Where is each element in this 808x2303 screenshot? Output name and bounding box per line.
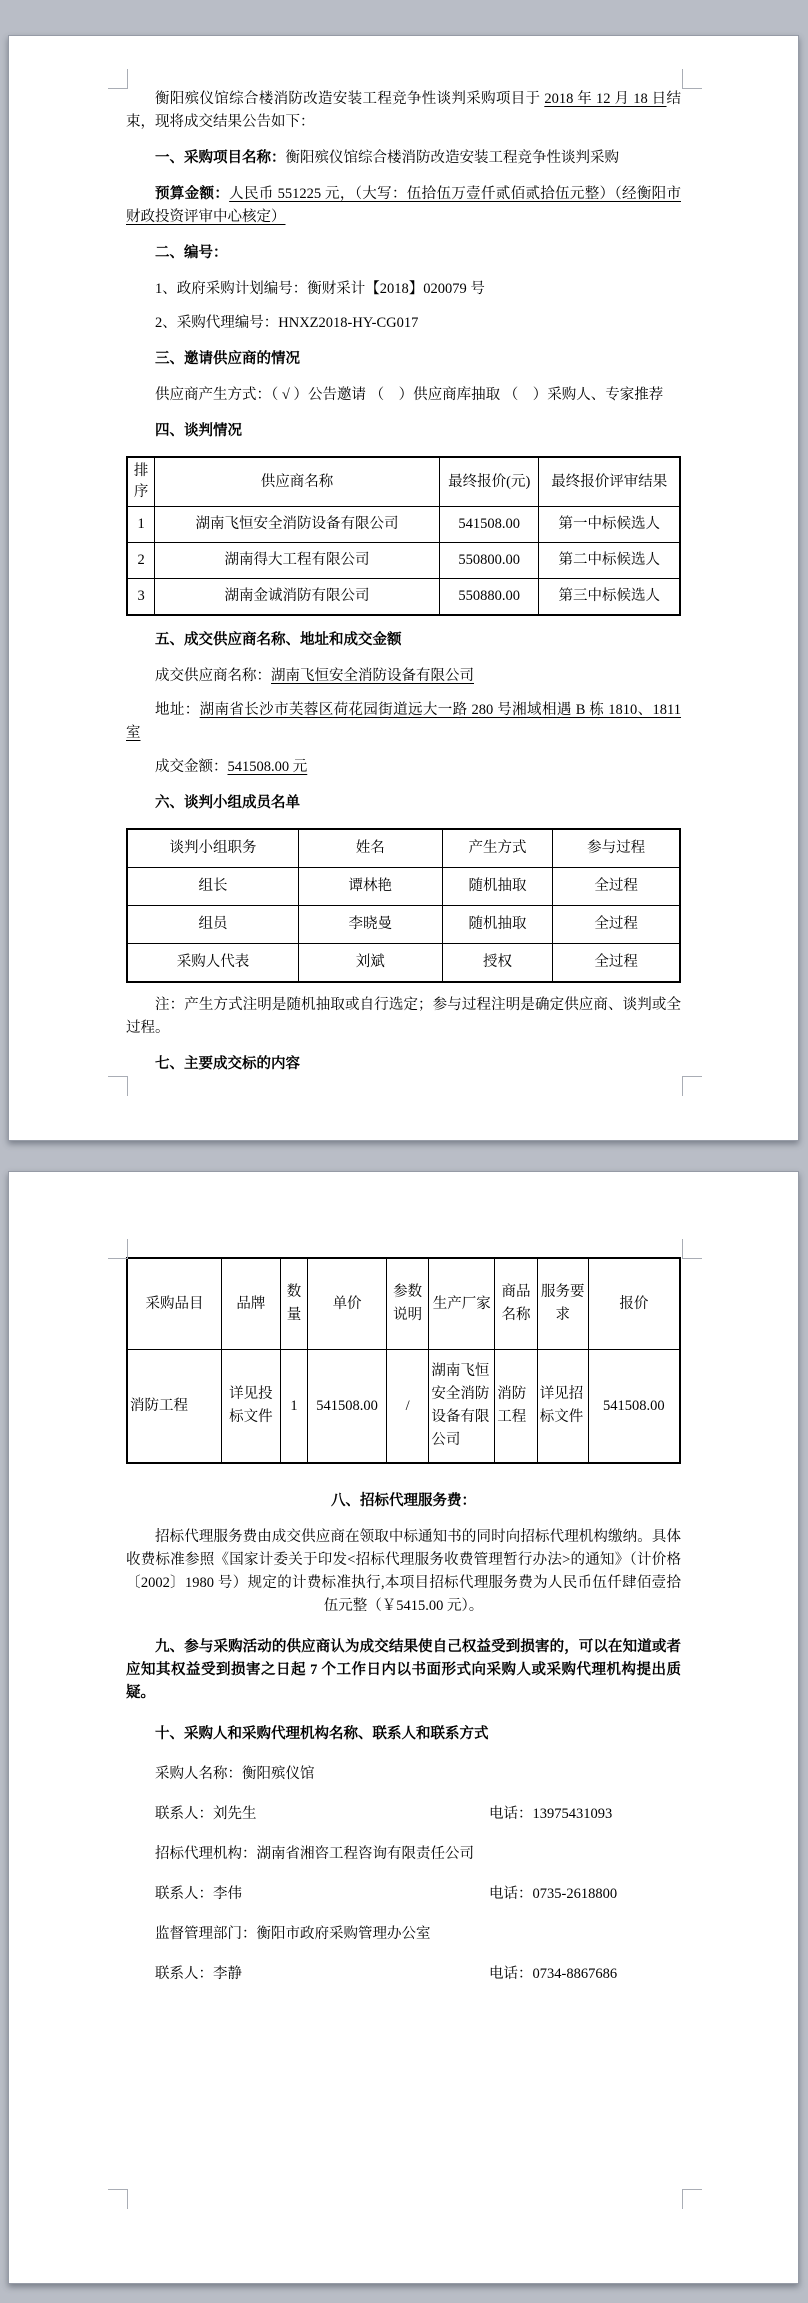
- contact-name: 联系人：李伟: [155, 1886, 242, 1902]
- header-cell: 产生方式: [442, 829, 553, 868]
- cell-price: 541508.00: [439, 507, 539, 543]
- cell-supplier: 湖南得大工程有限公司: [155, 543, 440, 579]
- header-cell: 谈判小组职务: [127, 829, 298, 868]
- intro-date: 2018 年 12 月 18 日: [544, 91, 667, 107]
- cell-quote: 541508.00: [588, 1350, 680, 1464]
- section-7-heading: 七、主要成交标的内容: [155, 1056, 300, 1072]
- table-row: [127, 868, 680, 906]
- header-cell: 采购品目: [127, 1258, 222, 1350]
- header-cell: 品牌: [222, 1258, 281, 1350]
- cell-name: 谭林艳: [298, 868, 442, 906]
- budget-label: 预算金额：: [155, 186, 230, 202]
- table-header-row: [127, 829, 680, 868]
- cell-supplier: 湖南金诚消防有限公司: [155, 579, 440, 616]
- table-row: [127, 1350, 680, 1464]
- agency-line: 招标代理机构：湖南省湘咨工程咨询有限责任公司: [155, 1846, 474, 1862]
- agency-number-line: 2、采购代理编号：HNXZ2018-HY-CG017: [155, 315, 419, 331]
- budget-value: 人民币 551225 元，（大写：伍拾伍万壹仟贰佰贰拾伍元整）（经衡阳市财政投资评审中心核定）: [126, 186, 681, 225]
- cell-result: 第三中标候选人: [539, 579, 680, 616]
- section-1-line: [126, 147, 681, 170]
- header-cell: 单价: [308, 1258, 387, 1350]
- header-cell: 参与过程: [553, 829, 680, 868]
- plan-number-line: 1、政府采购计划编号：衡财采计【2018】020079 号: [155, 281, 485, 297]
- section-8-heading: 八、招标代理服务费：: [331, 1493, 476, 1509]
- table-row: [127, 906, 680, 944]
- winner-address-value: 湖南省长沙市芙蓉区荷花园街道远大一路 280 号湘域相遇 B 栋 1810、1811 室: [126, 702, 682, 741]
- cell-manufacturer: 湖南飞恒安全消防设备有限公司: [429, 1350, 495, 1464]
- cell-role: 采购人代表: [127, 944, 298, 983]
- deal-amount-label: 成交金额：: [155, 759, 228, 775]
- header-cell: 服务要求: [537, 1258, 588, 1350]
- cell-price: 550880.00: [439, 579, 539, 616]
- margin-mark-top-left: [108, 1239, 128, 1259]
- agency-contact-line: [126, 1883, 681, 1906]
- section-1-label: 一、采购项目名称：: [155, 150, 286, 166]
- cell-method: 随机抽取: [442, 906, 553, 944]
- winner-name-label: 成交供应商名称：: [155, 668, 271, 684]
- header-cell: 生产厂家: [429, 1258, 495, 1350]
- contact-name: 联系人：刘先生: [155, 1806, 257, 1822]
- section-5-heading: 五、成交供应商名称、地址和成交金额: [155, 632, 402, 648]
- cell-process: 全过程: [553, 906, 680, 944]
- section-2-heading: 二、编号：: [155, 245, 228, 261]
- margin-mark-bottom-right: [682, 1076, 702, 1096]
- section-1-value: 衡阳殡仪馆综合楼消防改造安装工程竞争性谈判采购: [285, 150, 619, 166]
- document-page-1: [8, 35, 799, 1141]
- cell-brand: 详见投标文件: [222, 1350, 281, 1464]
- margin-mark-top-right: [682, 69, 702, 89]
- table-row: [127, 579, 680, 616]
- section-9-paragraph: 九、参与采购活动的供应商认为成交结果使自己权益受到损害的，可以在知道或者应知其权益受到损害之日起 7 个工作日内以书面形式向采购人或采购代理机构提出质疑。: [126, 1639, 681, 1701]
- table-row: [127, 507, 680, 543]
- section-6-heading: 六、谈判小组成员名单: [155, 795, 300, 811]
- margin-mark-bottom-right: [682, 2189, 702, 2209]
- winner-address-label: 地址：: [155, 702, 200, 718]
- cell-role: 组长: [127, 868, 298, 906]
- margin-mark-bottom-left: [108, 2189, 128, 2209]
- cell-process: 全过程: [553, 868, 680, 906]
- contact-name: 联系人：李静: [155, 1966, 242, 1982]
- document-page-2: [8, 1171, 799, 2284]
- header-cell: 最终报价(元): [439, 457, 539, 507]
- panel-note: 注：产生方式注明是随机抽取或自行选定；参与过程注明是确定供应商、谈判或全过程。: [126, 997, 681, 1036]
- intro-post: 结束，现将成交结果公告如下：: [126, 91, 682, 130]
- intro-paragraph: [126, 88, 681, 134]
- supplier-source-line: 供应商产生方式：（ √ ）公告邀请 （ ）供应商库抽取 （ ）采购人、专家推荐: [155, 387, 664, 403]
- cell-item: 消防工程: [127, 1350, 222, 1464]
- header-cell: 参数说明: [386, 1258, 429, 1350]
- table-row: [127, 944, 680, 983]
- cell-parameters: /: [386, 1350, 429, 1464]
- negotiation-table: [126, 456, 681, 616]
- items-table: [126, 1257, 681, 1464]
- header-cell: 商品名称: [495, 1258, 538, 1350]
- section-4-heading: 四、谈判情况: [155, 423, 242, 439]
- cell-rank: 3: [127, 579, 155, 616]
- table-row: [127, 543, 680, 579]
- margin-mark-top-right: [682, 1239, 702, 1259]
- header-cell: 报价: [588, 1258, 680, 1350]
- margin-mark-bottom-left: [108, 1076, 128, 1096]
- cell-result: 第一中标候选人: [539, 507, 680, 543]
- deal-amount-line: [126, 756, 681, 779]
- purchaser-line: 采购人名称：衡阳殡仪馆: [155, 1766, 315, 1782]
- intro-pre: 衡阳殡仪馆综合楼消防改造安装工程竞争性谈判采购项目于: [155, 91, 545, 107]
- cell-rank: 1: [127, 507, 155, 543]
- cell-role: 组员: [127, 906, 298, 944]
- cell-result: 第二中标候选人: [539, 543, 680, 579]
- cell-product-name: 消防工程: [495, 1350, 538, 1464]
- agency-fee-paragraph: 招标代理服务费由成交供应商在领取中标通知书的同时向招标代理机构缴纳。具体收费标准参照《国家计委关于印发<招标代理服务收费管理暂行办法>的通知》（计价格〔2002〕1980 号）规定的计费标准执行,本项目招标代理服务费为人民币伍仟肆佰壹拾伍元整（￥5415.00 元）。: [126, 1529, 681, 1614]
- contact-phone: 电话：0735-2618800: [489, 1886, 618, 1902]
- cell-name: 李晓曼: [298, 906, 442, 944]
- table-header-row: [127, 1258, 680, 1350]
- cell-process: 全过程: [553, 944, 680, 983]
- cell-name: 刘斌: [298, 944, 442, 983]
- winner-address-line: [126, 699, 681, 745]
- cell-unit-price: 541508.00: [308, 1350, 387, 1464]
- section-3-heading: 三、邀请供应商的情况: [155, 351, 300, 367]
- header-cell: 数量: [280, 1258, 308, 1350]
- margin-mark-top-left: [108, 69, 128, 89]
- table-header-row: [127, 457, 680, 507]
- winner-name-line: [126, 665, 681, 688]
- panel-table: [126, 828, 681, 983]
- header-cell: 姓名: [298, 829, 442, 868]
- section-10-heading: 十、采购人和采购代理机构名称、联系人和联系方式: [155, 1726, 489, 1742]
- cell-method: 授权: [442, 944, 553, 983]
- cell-supplier: 湖南飞恒安全消防设备有限公司: [155, 507, 440, 543]
- cell-service-req: 详见招标文件: [537, 1350, 588, 1464]
- cell-rank: 2: [127, 543, 155, 579]
- purchaser-contact-line: [126, 1803, 681, 1826]
- budget-line: [126, 183, 681, 229]
- header-cell: 供应商名称: [155, 457, 440, 507]
- contact-phone: 电话：13975431093: [489, 1806, 613, 1822]
- deal-amount-value: 541508.00 元: [227, 759, 308, 775]
- cell-price: 550800.00: [439, 543, 539, 579]
- winner-name-value: 湖南飞恒安全消防设备有限公司: [271, 668, 474, 684]
- header-cell: 最终报价评审结果: [539, 457, 680, 507]
- cell-quantity: 1: [280, 1350, 308, 1464]
- cell-method: 随机抽取: [442, 868, 553, 906]
- header-cell: 排序: [127, 457, 155, 507]
- contact-phone: 电话：0734-8867686: [489, 1966, 618, 1982]
- supervisor-line: 监督管理部门：衡阳市政府采购管理办公室: [155, 1926, 431, 1942]
- supervisor-contact-line: [126, 1963, 681, 1986]
